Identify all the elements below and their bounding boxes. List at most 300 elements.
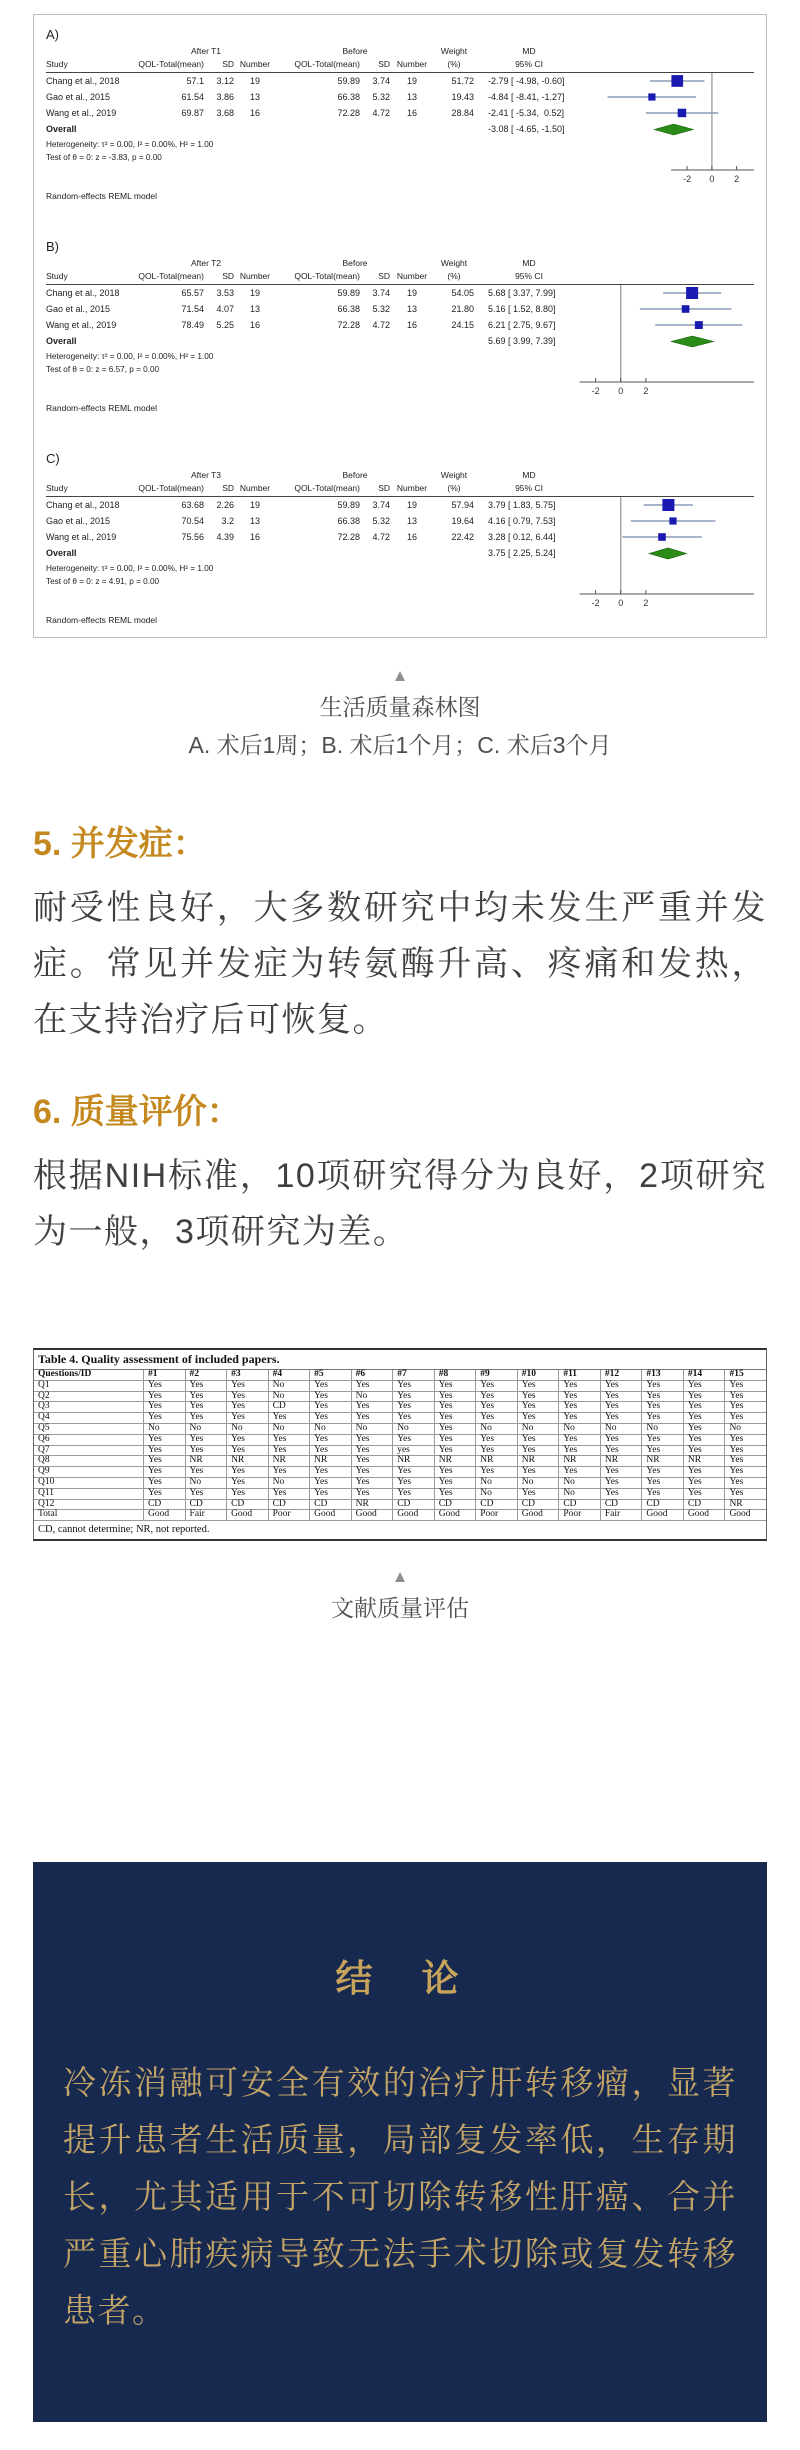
table-cell: Yes [352,1446,394,1456]
table-cell: CD [642,1500,684,1510]
effect-square [662,499,674,511]
quality-table-title: Table 4. Quality assessment of included papers. [34,1350,766,1370]
overall-diamond [671,336,714,347]
column-header: QOL-Total(mean) [294,483,360,493]
group-md-label: MD [522,46,536,56]
group-before-label: Before [342,46,368,56]
table-cell: CD [518,1500,560,1510]
column-header: SD [222,271,234,281]
section-5-body: 耐受性良好，大多数研究中均未发生严重并发症。常见并发症为转氨酶升高、疼痛和发热，在支持治疗后可恢复。 [33,889,767,1039]
table-cell: Yes [476,1467,518,1477]
table-cell: Yes [518,1392,560,1402]
table-cell: CD [227,1500,269,1510]
table-cell: Yes [642,1435,684,1445]
table-cell: Yes [227,1413,269,1423]
table-cell: Good [642,1510,684,1520]
table-cell: Yes [144,1478,186,1488]
forest-panel-a [46,27,754,207]
column-header: Number [396,483,428,493]
column-header: #4 [269,1370,311,1380]
table-cell: No [186,1478,228,1488]
table-cell: Yes [729,1455,744,1466]
column-header: Number [239,483,271,493]
table-cell: Poor [559,1510,601,1520]
table-cell: Yes [310,1381,352,1391]
table-cell: Yes [518,1467,560,1477]
table-cell: Yes [352,1381,394,1391]
table-cell: Yes [310,1489,352,1499]
table-cell: Yes [684,1467,726,1477]
table-cell: CD [435,1500,477,1510]
table-cell: Yes [684,1381,726,1391]
table-cell: CD [559,1500,601,1510]
table-cell: Good [518,1510,560,1520]
table-cell: Yes [684,1489,726,1499]
table-cell: No [729,1422,742,1433]
table-cell: Yes [601,1467,643,1477]
row-label: Q12 [34,1500,144,1510]
model-note: Random-effects REML model [46,191,158,201]
table-cell: No [642,1424,684,1434]
table-cell: Yes [684,1402,726,1412]
table-cell: Yes [227,1478,269,1488]
table-cell: Yes [642,1446,684,1456]
quality-table-grid [34,1370,766,1521]
study-row: Chang et al., 2018 63.68 2.26 19 59.89 3.74 19 57.94 3.79 [ 1.83, 5.75] [46,497,754,513]
effect-square [682,305,690,313]
triangle-up-icon: ▲ [391,666,409,685]
table-cell: Yes [269,1413,311,1423]
table-cell: Yes [518,1489,560,1499]
table-cell: No [269,1392,311,1402]
table-cell: No [476,1489,518,1499]
table-cell: NR [310,1456,352,1466]
column-header: #9 [476,1370,518,1380]
table-cell: Good [435,1510,477,1520]
conclusion-body: 冷冻消融可安全有效的治疗肝转移瘤，显著提升患者生活质量，局部复发率低，生存期长，尤其适用于不可切除转移性肝癌、合并严重心肺疾病导致无法手术切除或复发转移患者。 [63,2064,737,2330]
table-cell: Yes [227,1435,269,1445]
table-cell: Yes [559,1392,601,1402]
table-cell: Yes [144,1456,186,1466]
table-cell: Yes [227,1446,269,1456]
table-cell: Yes [186,1381,228,1391]
effect-square [669,517,676,524]
study-row: Gao et al., 2015 61.54 3.86 13 66.38 5.32 13 19.43 -4.84 [ -8.41, -1.27] [46,89,754,105]
table-cell: Yes [310,1467,352,1477]
table-cell: Yes [601,1402,643,1412]
ci-text: 3.28 [ 0.12, 6.44] [488,532,556,542]
table-cell: No [269,1478,311,1488]
column-header: #5 [310,1370,352,1380]
group-after-label: After T1 [190,46,222,56]
table-cell: No [559,1424,601,1434]
figure-caption-subtitle: A. 术后1周；B. 术后1个月；C. 术后3个月 [188,732,612,758]
table-cell: Yes [476,1446,518,1456]
table-cell: Yes [601,1478,643,1488]
table-cell: CD [310,1500,352,1510]
table-cell: Yes [435,1467,477,1477]
table-cell: CD [476,1500,518,1510]
table-cell: Yes [144,1392,186,1402]
study-name: Chang et al., 2018 [46,288,120,298]
ci-text: -2.79 [ -4.98, -0.60] [488,76,565,86]
row-label: Q3 [34,1402,144,1412]
panel-label: C) [46,451,60,466]
table-cell: Yes [601,1381,643,1391]
study-row: Gao et al., 2015 71.54 4.07 13 66.38 5.32 13 21.80 5.16 [ 1.52, 8.80] [46,301,754,317]
study-name: Gao et al., 2015 [46,92,111,102]
ci-text: 6.21 [ 2.75, 9.67] [488,320,556,330]
table-cell: NR [352,1500,394,1510]
table-cell: Yes [684,1392,726,1402]
table-cell: Yes [729,1433,744,1444]
column-header: QOL-Total(mean) [294,59,360,69]
axis-tick-label: 2 [643,598,649,608]
overall-row: Overall -3.08 [ -4.65, -1.50] [46,121,754,138]
table-cell: No [518,1478,560,1488]
row-label: Q6 [34,1435,144,1445]
column-header: Number [396,59,428,69]
table-cell: NR [684,1456,726,1466]
ci-text: 3.79 [ 1.83, 5.75] [488,500,556,510]
table-cell: Yes [269,1489,311,1499]
table-cell: Yes [186,1435,228,1445]
table-cell: Good [729,1509,751,1520]
table-cell: NR [393,1456,435,1466]
table-cell: Yes [227,1381,269,1391]
forest-figure [33,14,767,638]
table-cell: Yes [684,1413,726,1423]
ci-text: -4.84 [ -8.41, -1.27] [488,92,565,102]
table-cell: Yes [476,1392,518,1402]
table-cell: Yes [684,1478,726,1488]
table-cell: Yes [144,1435,186,1445]
table-cell: NR [518,1456,560,1466]
table-cell: NR [227,1456,269,1466]
table-cell: Poor [269,1510,311,1520]
table-cell: Yes [559,1381,601,1391]
panel-label: B) [46,239,59,254]
table-cell: Yes [729,1412,744,1423]
table-cell: Yes [684,1446,726,1456]
column-header: SD [222,59,234,69]
study-row: Wang et al., 2019 69.87 3.68 16 72.28 4.72 16 28.84 -2.41 [ -5.34, 0.52] [46,105,754,121]
table-cell: Yes [729,1444,744,1455]
table-cell: Yes [269,1435,311,1445]
table-cell: Good [310,1510,352,1520]
row-label: Q9 [34,1467,144,1477]
table-cell: No [352,1424,394,1434]
table-cell: Yes [310,1402,352,1412]
heterogeneity-note: Heterogeneity: τ² = 0.00, I² = 0.00%, H² = 1.00 [46,140,214,149]
table-cell: Yes [435,1489,477,1499]
table-cell: No [310,1424,352,1434]
row-label: Q5 [34,1424,144,1434]
table-cell: Yes [684,1424,726,1434]
study-name: Chang et al., 2018 [46,500,120,510]
table-cell: NR [186,1456,228,1466]
model-note: Random-effects REML model [46,615,158,625]
table-cell: Yes [601,1413,643,1423]
group-before-label: Before [342,470,368,480]
table-cell: CD [684,1500,726,1510]
forest-panel-b [46,239,754,419]
triangle-up-icon: ▲ [391,1567,409,1587]
overall-diamond [654,124,693,135]
table-cell: Yes [435,1446,477,1456]
table-cell: Yes [310,1435,352,1445]
column-header: Number [396,271,428,281]
conclusion-box [33,1862,767,2422]
table-cell: Yes [186,1413,228,1423]
table-cell: Yes [642,1478,684,1488]
group-before-label: Before [342,258,368,268]
table-cell: yes [393,1446,435,1456]
table-cell: Yes [144,1467,186,1477]
table-cell: Yes [352,1456,394,1466]
table-cell: Yes [642,1489,684,1499]
forest-plot-canvas [578,451,754,614]
table-cell: Yes [684,1435,726,1445]
table-header-row: Questions/ID #1 #2 #3 #4 #5 #6 #7 #8 #9 #10 #11 #12 #13 #14 #15 [34,1370,766,1381]
table-cell: Yes [227,1402,269,1412]
heterogeneity-note: Heterogeneity: τ² = 0.00, I² = 0.00%, H² = 1.00 [46,564,214,573]
overall-ci-text: 3.75 [ 2.25, 5.24] [488,548,556,558]
column-header: #12 [601,1370,643,1380]
group-md-label: MD [522,470,536,480]
column-header: #8 [435,1370,477,1380]
table-cell: No [476,1478,518,1488]
column-header: #11 [559,1370,601,1380]
table-cell: Yes [642,1402,684,1412]
column-header: #10 [518,1370,560,1380]
table-cell: Yes [729,1476,744,1487]
table-cell: Yes [227,1489,269,1499]
table-cell: Yes [435,1381,477,1391]
study-name: Chang et al., 2018 [46,76,120,86]
figure-caption [0,664,800,764]
effect-square [695,321,703,329]
table-cell: No [227,1424,269,1434]
table-cell: Yes [435,1435,477,1445]
table-cell: No [559,1489,601,1499]
section-6-heading: 6. 质量评价： [33,1093,241,1131]
table-cell: Yes [144,1402,186,1412]
row-label: Q2 [34,1392,144,1402]
column-header: Study [46,59,68,69]
table-cell: CD [269,1500,311,1510]
overall-ci-text: 5.69 [ 3.99, 7.39] [488,336,556,346]
axis-tick-label: 0 [618,598,624,608]
table-cell: NR [601,1456,643,1466]
study-name: Wang et al., 2019 [46,532,117,542]
table-cell: Yes [186,1467,228,1477]
test-note: Test of θ = 0: z = -3.83, p = 0.00 [46,153,162,162]
table-cell: Yes [310,1413,352,1423]
heterogeneity-note: Heterogeneity: τ² = 0.00, I² = 0.00%, H² = 1.00 [46,352,214,361]
table-cell: Good [684,1510,726,1520]
table-cell: Good [227,1510,269,1520]
table-cell: Yes [518,1413,560,1423]
effect-square [671,75,683,87]
table-cell: Yes [729,1466,744,1477]
table-cell: Yes [559,1435,601,1445]
column-header: SD [378,59,390,69]
table-cell: Yes [601,1435,643,1445]
axis-tick-label: -2 [683,174,692,184]
table-cell: Yes [186,1446,228,1456]
axis-tick-label: 2 [643,386,649,396]
table-cell: No [352,1392,394,1402]
table-row [34,1489,766,1500]
table-cell: Yes [559,1413,601,1423]
table-cell: Yes [435,1413,477,1423]
table-cell: Poor [476,1510,518,1520]
column-header: 95% CI [515,271,543,281]
ci-text: 5.16 [ 1.52, 8.80] [488,304,556,314]
column-header: SD [378,271,390,281]
table-cell: Yes [393,1489,435,1499]
table-cell: No [518,1424,560,1434]
table-cell: Yes [186,1489,228,1499]
column-header: QOL-Total(mean) [138,59,204,69]
table-cell: Yes [310,1446,352,1456]
table-cell: Good [144,1510,186,1520]
table-cell: NR [729,1498,743,1509]
table-cell: No [186,1424,228,1434]
column-header: QOL-Total(mean) [138,271,204,281]
table-cell: No [601,1424,643,1434]
conclusion-title: 结 论 [335,1958,465,2000]
table-cell: CD [269,1402,311,1412]
table-cell: Yes [642,1467,684,1477]
overall-row: Overall 3.75 [ 2.25, 5.24] [46,545,754,562]
table-cell: Yes [393,1413,435,1423]
column-header: Study [46,483,68,493]
table-cell: Yes [476,1381,518,1391]
table-cell: Yes [518,1402,560,1412]
overall-row: Overall 5.69 [ 3.99, 7.39] [46,333,754,350]
effect-square [648,93,655,100]
table-cell: NR [476,1456,518,1466]
table-cell: Yes [393,1402,435,1412]
forest-panel-c [46,451,754,631]
study-row: Chang et al., 2018 65.57 3.53 19 59.89 3.74 19 54.05 5.68 [ 3.37, 7.99] [46,285,754,301]
study-row: Wang et al., 2019 78.49 5.25 16 72.28 4.72 16 24.15 6.21 [ 2.75, 9.67] [46,317,754,333]
group-weight-label: Weight [440,46,468,56]
group-after-label: After T3 [190,470,222,480]
table-cell: Yes [352,1478,394,1488]
table-cell: Yes [435,1392,477,1402]
effect-square [678,109,687,118]
table-cell: CD [186,1500,228,1510]
test-note: Test of θ = 0: z = 4.91, p = 0.00 [46,577,160,586]
column-header: 95% CI [515,483,543,493]
table-cell: Fair [186,1510,228,1520]
panel-label: A) [46,27,59,42]
table-cell: Yes [642,1392,684,1402]
forest-plot-canvas [578,27,754,190]
section-6-body: 根据NIH标准，10项研究得分为良好，2项研究为一般，3项研究为差。 [33,1157,767,1251]
study-row: Gao et al., 2015 70.54 3.2 13 66.38 5.32 13 19.64 4.16 [ 0.79, 7.53] [46,513,754,529]
column-header: #1 [144,1370,186,1380]
model-note: Random-effects REML model [46,403,158,413]
table-cell: Yes [144,1489,186,1499]
row-label: Q11 [34,1489,144,1499]
column-header: #15 [729,1369,744,1379]
table-cell: Good [393,1510,435,1520]
row-label: Q1 [34,1381,144,1391]
table-cell: Yes [186,1392,228,1402]
test-note: Test of θ = 0: z = 6.57, p = 0.00 [46,365,160,374]
study-row: Chang et al., 2018 57.1 3.12 19 59.89 3.74 19 51.72 -2.79 [ -4.98, -0.60] [46,73,754,89]
table-cell: No [144,1424,186,1434]
table-cell: No [559,1478,601,1488]
table-cell: Yes [393,1381,435,1391]
table-cell: Yes [601,1489,643,1499]
table-cell: Yes [518,1446,560,1456]
figure-caption-title: 生活质量森林图 [319,694,481,720]
table-cell: Yes [393,1435,435,1445]
table-cell: NR [435,1456,477,1466]
table-cell: Yes [144,1446,186,1456]
table-cell: Yes [352,1413,394,1423]
column-header: 95% CI [515,59,543,69]
table-cell: Yes [269,1446,311,1456]
table-cell: Yes [310,1392,352,1402]
table-cell: Yes [435,1402,477,1412]
table-cell: Yes [729,1379,744,1390]
table-cell: Yes [601,1446,643,1456]
column-header: (%) [447,59,461,69]
column-header: QOL-Total(mean) [138,483,204,493]
overall-ci-text: -3.08 [ -4.65, -1.50] [488,124,565,134]
table-cell: Yes [476,1435,518,1445]
quality-table-footnote: CD, cannot determine; NR, not reported. [38,1524,210,1536]
table-cell: NR [269,1456,311,1466]
axis-tick-label: -2 [591,386,600,396]
row-label: Q10 [34,1478,144,1488]
table-cell: Yes [601,1392,643,1402]
study-name: Wang et al., 2019 [46,108,117,118]
column-header: #14 [684,1370,726,1380]
table-cell: No [269,1381,311,1391]
table-cell: Yes [435,1424,477,1434]
table-cell: CD [393,1500,435,1510]
table-cell: Yes [144,1381,186,1391]
section-5-heading: 5. 并发症： [33,825,207,863]
group-md-label: MD [522,258,536,268]
column-header: #3 [227,1370,269,1380]
table-cell: Yes [559,1402,601,1412]
table-cell: Yes [227,1392,269,1402]
table-cell: Yes [518,1381,560,1391]
study-name: Wang et al., 2019 [46,320,117,330]
table-cell: Yes [393,1467,435,1477]
table-cell: CD [601,1500,643,1510]
ci-text: 4.16 [ 0.79, 7.53] [488,516,556,526]
column-header: Study [46,271,68,281]
table-cell: Yes [559,1446,601,1456]
table-cell: Good [352,1510,394,1520]
table-cell: Yes [393,1478,435,1488]
table-cell: Yes [729,1401,744,1412]
table-cell: Yes [269,1467,311,1477]
table-cell: Yes [476,1402,518,1412]
column-header: (%) [447,271,461,281]
column-header: (%) [447,483,461,493]
table-cell: Yes [518,1435,560,1445]
